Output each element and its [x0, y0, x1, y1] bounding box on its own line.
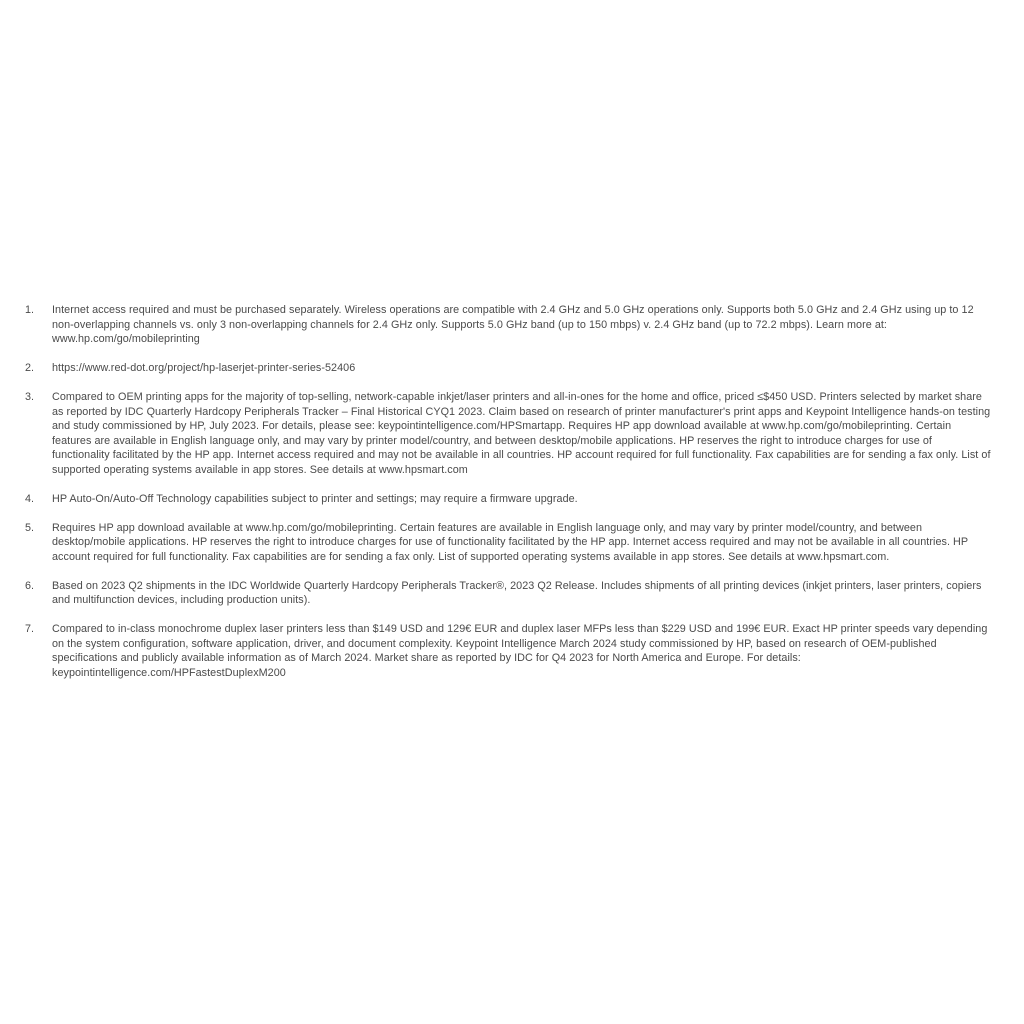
- footnote-item-4: [25, 492, 991, 507]
- footnote-item-6: [25, 579, 991, 608]
- footnote-item-5: [25, 521, 991, 565]
- footnote-item-7: [25, 622, 991, 680]
- footnote-text: Based on 2023 Q2 shipments in the IDC Worldwide Quarterly Hardcopy Peripherals Tracker®, 2023 Q2 Release. Includes shipments of all printing devices (inkjet printers, laser printers, copiers and multifunction devices, including production units).: [52, 579, 982, 606]
- footnote-item-2: [25, 361, 991, 376]
- footnote-text: Compared to in-class monochrome duplex laser printers less than $149 USD and 129€ EUR and duplex laser MFPs less than $229 USD and 199€ EUR. Exact HP printer speeds vary depending on the system configuration, software application, driver, and document complexity. Keypoint Intelligence March 2024 study commissioned by HP, based on research of OEM-published specifications and publicly available information as of March 2024. Market share as reported by IDC for Q4 2023 for North America and Europe. For details: keypointintelligence.com/HPFastestDuplexM200: [52, 623, 988, 679]
- footnote-item-1: [25, 303, 991, 347]
- footnote-text: https://www.red-dot.org/project/hp-laserjet-printer-series-52406: [52, 362, 356, 374]
- footnote-text: HP Auto-On/Auto-Off Technology capabilities subject to printer and settings; may require a firmware upgrade.: [52, 492, 578, 505]
- footnote-text: Compared to OEM printing apps for the majority of top-selling, network-capable inkjet/laser printers and all-in-ones for the home and office, priced ≤$450 USD. Printers selected by market share as reported by IDC Quarterly Hardcopy Peripherals Tracker – Final Historical CYQ1 2023. Claim based on research of printer manufacturer's print apps and Keypoint Intelligence hands-on testing and study commissioned by HP, July 2023. For details, please see: keypointintelligence.com/HPSmartapp. Requires HP app download available at www.hp.com/go/mobileprinting. Certain features are available in English language only, and may vary by printer model/country, and between desktop/mobile applications. HP reserves the right to introduce charges for use of functionality facilitated by the HP app. Internet access required and may not be available in all countries. HP account required for full functionality. Fax capabilities are for sending a fax only. List of supported operating systems available in app stores. See details at www.hpsmart.com: [52, 391, 991, 476]
- footnotes-list: [25, 303, 991, 695]
- footnote-number: 2.: [25, 362, 35, 374]
- footnote-number: 3.: [25, 391, 35, 403]
- footnote-number: 4.: [25, 492, 35, 505]
- footnote-number: 1.: [25, 304, 35, 316]
- footnote-item-3: [25, 390, 991, 477]
- footnote-number: 7.: [25, 623, 35, 635]
- footnote-number: 6.: [25, 579, 35, 592]
- footnote-text: Internet access required and must be purchased separately. Wireless operations are compatible with 2.4 GHz and 5.0 GHz operations only. Supports both 5.0 GHz and 2.4 GHz using up to 12 non-overlapping channels vs. only 3 non-overlapping channels for 2.4 GHz only. Supports 5.0 GHz band (up to 150 mbps) v. 2.4 GHz band (up to 72.2 mbps). Learn more at: www.hp.com/go/mobileprinting: [52, 304, 974, 345]
- footnote-text: Requires HP app download available at www.hp.com/go/mobileprinting. Certain features are available in English language only, and may vary by printer model/country, and between desktop/mobile applications. HP reserves the right to introduce charges for use of functionality facilitated by the HP app. Internet access required and may not be available in all countries. HP account required for full functionality. Fax capabilities are for sending a fax only. List of supported operating systems available in app stores. See details at www.hpsmart.com.: [52, 521, 968, 563]
- footnote-number: 5.: [25, 521, 35, 534]
